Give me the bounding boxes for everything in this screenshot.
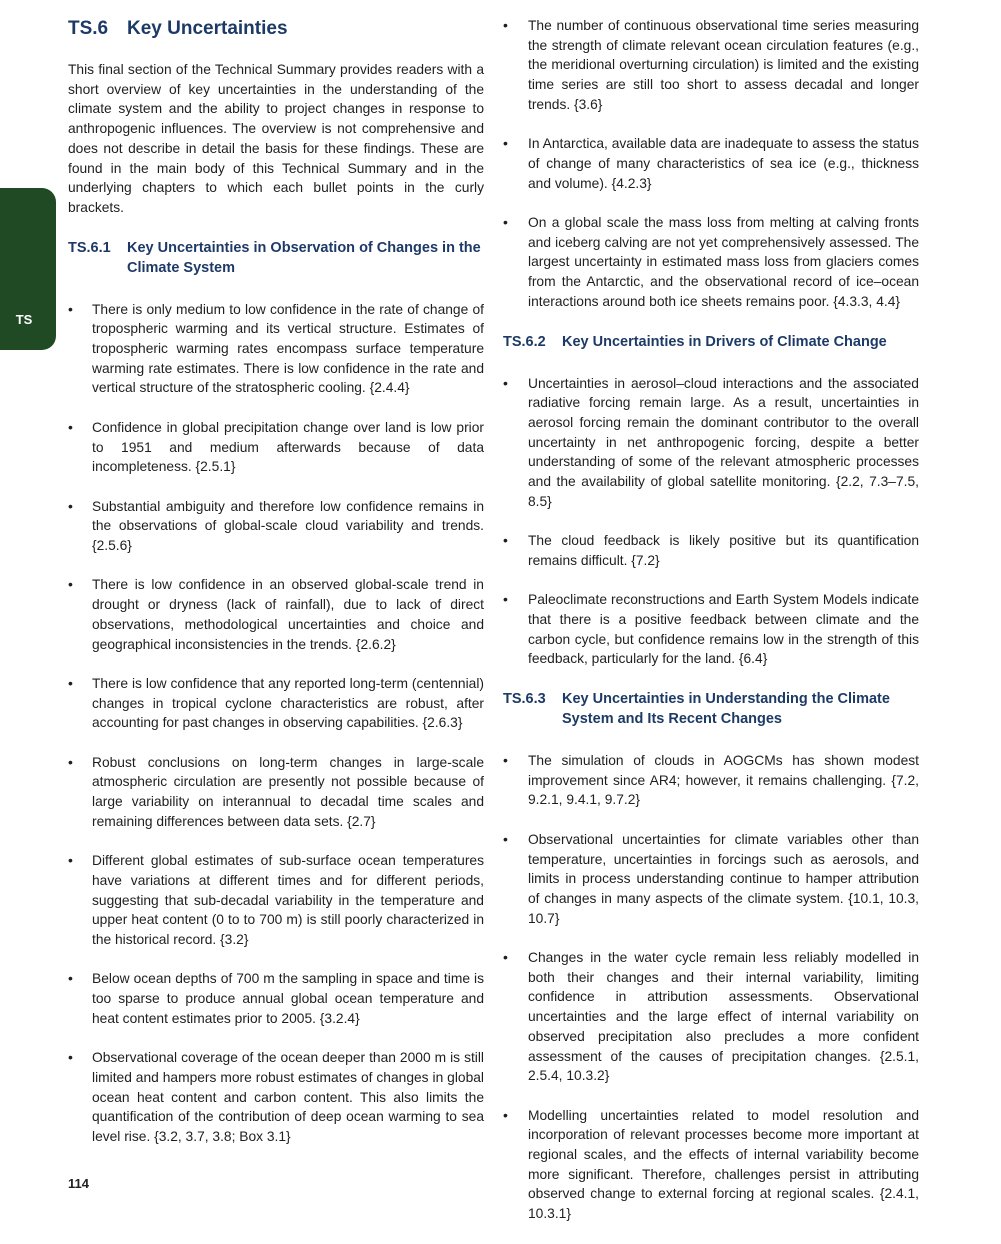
list-item: • Observational coverage of the ocean deeper than 2000 m is still limited and hampers more robust estimates of changes in global ocean heat content and carbon content. This also limits the quantification of the contribution of deep ocean warming to sea level rise. {3.2, 3.7, 3.8; Box 3.1} xyxy=(68,1048,484,1147)
section-number: TS.6 xyxy=(68,18,109,39)
bullet-list-understanding xyxy=(503,751,919,1224)
bullet-list-drivers xyxy=(503,374,919,670)
list-item: • Substantial ambiguity and therefore low confidence remains in the observations of global-scale cloud variability and trends. {2.5.6} xyxy=(68,497,484,556)
list-item: • There is low confidence in an observed global-scale trend in drought or dryness (lack of rainfall), due to lack of direct observations, methodological uncertainties and choice and geographical inconsistencies in the trends. {2.6.2} xyxy=(68,575,484,654)
list-item: • On a global scale the mass loss from melting at calving fronts and iceberg calving are not yet comprehensively assessed. The largest uncertainty in estimated mass loss from glaciers comes from the Antarctic, and the observational record of ice–ocean interactions around both ice sheets remains poor. {4.3.3, 4.4} xyxy=(503,213,919,312)
page-number: 114 xyxy=(68,1176,89,1191)
list-item: • Uncertainties in aerosol–cloud interactions and the associated radiative forcing remain large. As a result, uncertainties in aerosol forcing remain the dominant contributor to the overall uncertainty in net anthropogenic forcing, despite a better understanding of some of the relevant atmospheric processes and the availability of global satellite monitoring. {2.2, 7.3–7.5, 8.5} xyxy=(503,374,919,512)
section-heading xyxy=(68,16,484,42)
list-item: • The number of continuous observational time series measuring the strength of climate relevant ocean circulation features (e.g., the meridional overturning circulation) is limited and the existing time series are still too short to assess decadal and longer trends. {3.6} xyxy=(503,16,919,115)
subsection-heading-2 xyxy=(503,332,919,352)
subsection-number: TS.6.3 xyxy=(503,691,546,708)
subsection-heading-3 xyxy=(503,689,919,729)
list-item: • Robust conclusions on long-term changes in large-scale atmospheric circulation are presently not possible because of large variability on interannual to decadal time scales and remaining differences between data sets. {2.7} xyxy=(68,753,484,832)
list-item: • The cloud feedback is likely positive but its quantification remains difficult. {7.2} xyxy=(503,531,919,570)
subsection-title: Key Uncertainties in Understanding the Climate System and Its Recent Changes xyxy=(562,691,890,728)
list-item: • Modelling uncertainties related to model resolution and incorporation of relevant processes become more important at regional scales, and the effects of internal variability become more significant. Therefore, challenges persist in attributing observed change to external forcing at regional scales. {2.4.1, 10.3.1} xyxy=(503,1106,919,1224)
subsection-title: Key Uncertainties in Drivers of Climate Change xyxy=(562,333,887,350)
list-item: • The simulation of clouds in AOGCMs has shown modest improvement since AR4; however, it remains challenging. {7.2, 9.2.1, 9.4.1, 9.7.2} xyxy=(503,751,919,810)
bullet-list-observations-continued xyxy=(503,16,919,312)
subsection-heading-1 xyxy=(68,238,484,278)
list-item: • Paleoclimate reconstructions and Earth System Models indicate that there is a positive feedback between climate and the carbon cycle, but confidence remains low in the strength of this feedback, particularly for the land. {6.4} xyxy=(503,590,919,669)
list-item: • Different global estimates of sub-surface ocean temperatures have variations at different times and for different periods, suggesting that sub-decadal variability in the temperature and upper heat content (0 to to 700 m) is still poorly characterized in the historical record. {3.2} xyxy=(68,851,484,950)
intro-paragraph: This final section of the Technical Summary provides readers with a short overview of key uncertainties in the understanding of the climate system and the ability to project changes in response to anthropogenic influences. The overview is not comprehensive and does not describe in detail the basis for these findings. These are found in the main body of this Technical Summary and in the underlying chapters to which each bullet points in the curly brackets. xyxy=(68,62,484,215)
list-item: • Confidence in global precipitation change over land is low prior to 1951 and medium afterwards because of data incompleteness. {2.5.1} xyxy=(68,418,484,477)
section-title: Key Uncertainties xyxy=(127,18,288,39)
list-item: • Observational uncertainties for climate variables other than temperature, uncertainties in forcings such as aerosols, and limits in process understanding continue to hamper attribution of changes in many aspects of the climate system. {10.1, 10.3, 10.7} xyxy=(503,830,919,929)
left-column xyxy=(68,16,484,1166)
list-item: • There is only medium to low confidence in the rate of change of tropospheric warming and its vertical structure. Estimates of tropospheric warming rates encompass surface temperature warming rate estimates. There is low confidence in the rate and vertical structure of the stratospheric cooling. {2.4.4} xyxy=(68,300,484,399)
list-item: • There is low confidence that any reported long-term (centennial) changes in tropical cyclone characteristics are robust, after accounting for past changes in observing capabilities. {2.6.3} xyxy=(68,674,484,733)
list-item: • In Antarctica, available data are inadequate to assess the status of change of many characteristics of sea ice (e.g., thickness and volume). {4.2.3} xyxy=(503,134,919,193)
side-tab-label: TS xyxy=(15,312,33,327)
list-item: • Changes in the water cycle remain less reliably modelled in both their changes and their internal variability, limiting confidence in attribution assessments. Observational uncertainties and the large effect of internal variability on observed precipitation also precludes a more confident assessment of the causes of precipitation changes. {2.5.1, 2.5.4, 10.3.2} xyxy=(503,948,919,1086)
list-item: • Below ocean depths of 700 m the sampling in space and time is too sparse to produce annual global ocean temperature and heat content estimates prior to 2005. {3.2.4} xyxy=(68,969,484,1028)
subsection-number: TS.6.1 xyxy=(68,239,111,256)
right-column xyxy=(503,16,919,1244)
subsection-title: Key Uncertainties in Observation of Changes in the Climate System xyxy=(127,239,481,276)
subsection-number: TS.6.2 xyxy=(503,333,546,350)
bullet-list-observations xyxy=(68,300,484,1147)
chapter-side-tab xyxy=(0,188,56,350)
